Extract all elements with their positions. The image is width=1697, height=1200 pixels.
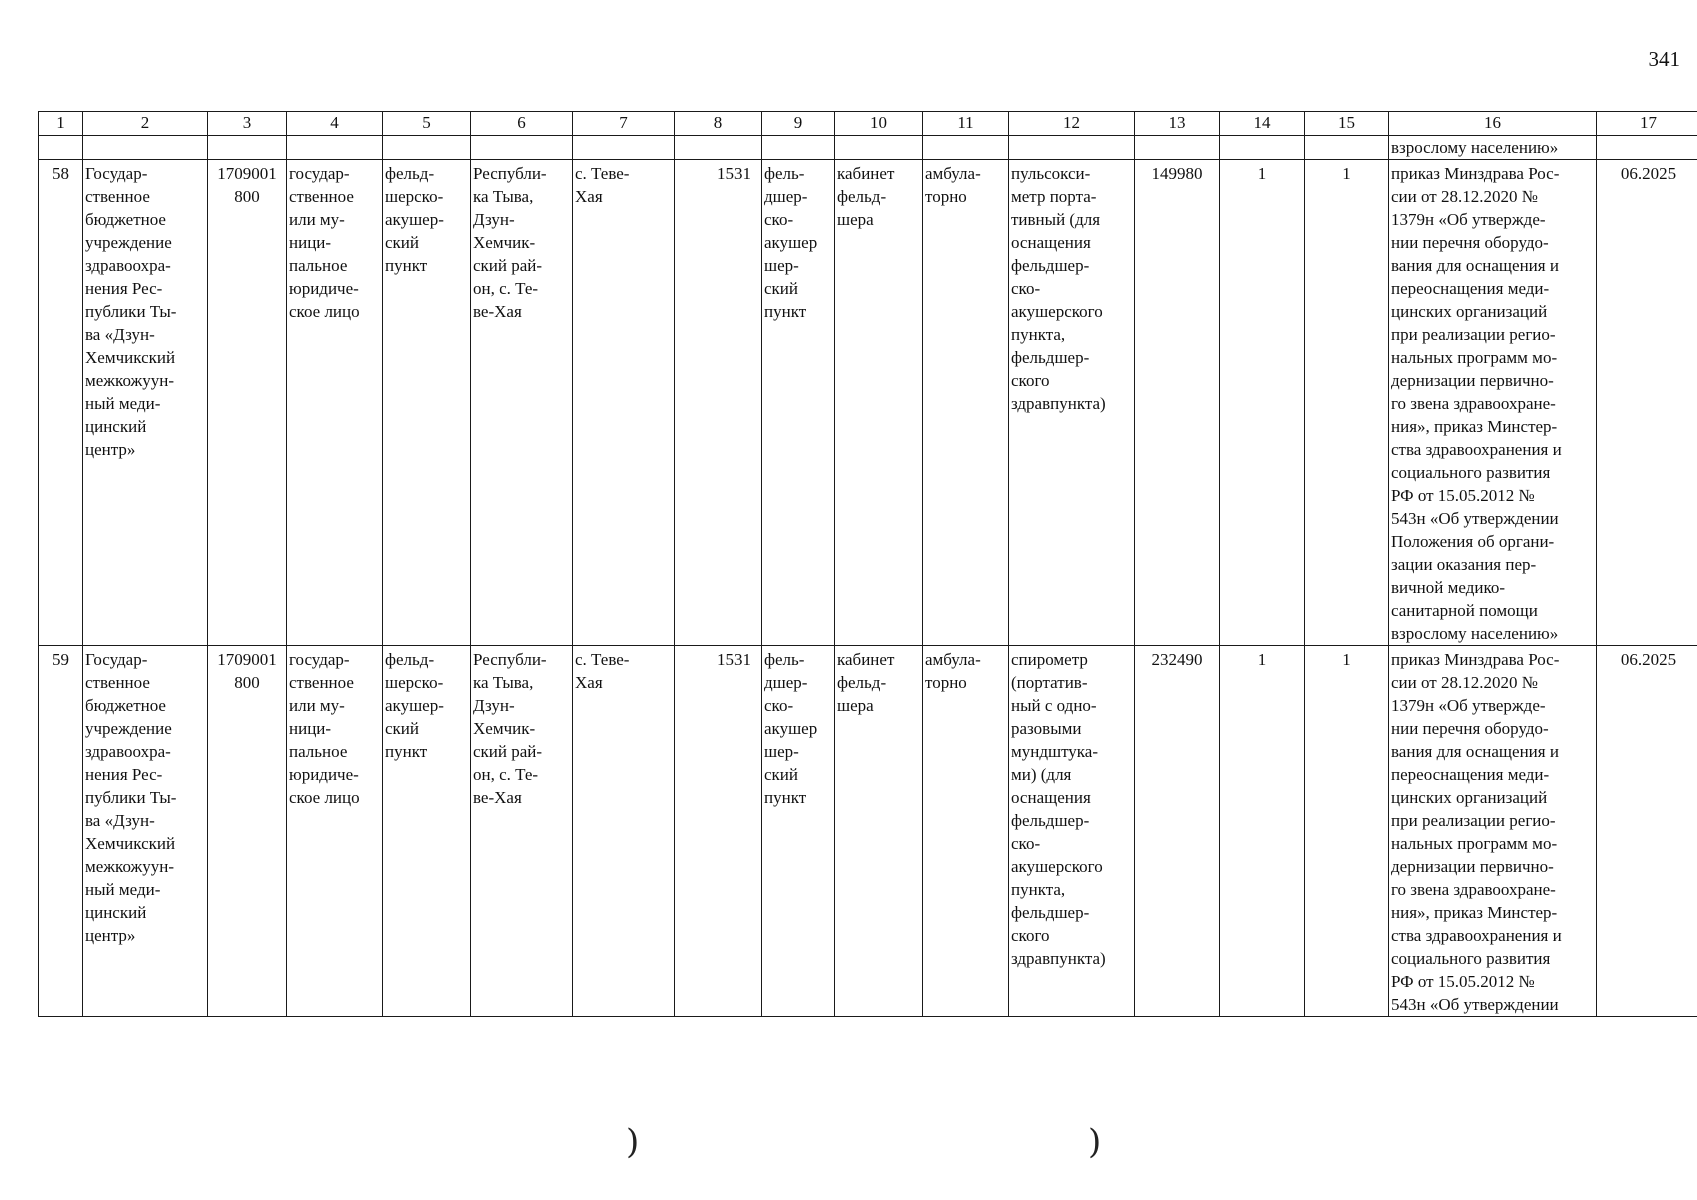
column-number: 5 <box>383 112 471 136</box>
column-number: 7 <box>573 112 675 136</box>
facility-type-cell: фельд- шерско- акушер- ский пункт <box>383 160 471 646</box>
care-form-cell: амбула- торно <box>923 160 1009 646</box>
unit-cell: фель- дшер- ско- акушер шер- ский пункт <box>762 160 835 646</box>
basis-cell: приказ Минздрава Рос- сии от 28.12.2020 № 1379н «Об утвержде- нии перечня оборудо- вания для оснащения и переоснащения меди- цинских организаций при реализации регио- нальных программ мо- дернизации первично- го звена здравоохране- ния», приказ Минстер- ства здравоохранения и социального развития РФ от 15.05.2012 № 543н «Об утверждении Положения об органи- зации оказания пер- вичной медико- санитарной помощи взрослому населению» <box>1389 160 1597 646</box>
continuation-basis-cell: взрослому населению» <box>1389 136 1597 160</box>
column-number-row <box>39 112 1697 136</box>
column-number: 14 <box>1220 112 1305 136</box>
org-form-cell: государ- ственное или му- ници- пальное юридиче- ское лицо <box>287 160 383 646</box>
date-cell: 06.2025 <box>1597 646 1697 1017</box>
equipment-cell: пульсокси- метр порта- тивный (для оснащения фельдшер- ско- акушерского пункта, фельдшер- ского здравпункта) <box>1009 160 1135 646</box>
population-cell: 1531 <box>675 160 762 646</box>
institution-cell: Государ- ственное бюджетное учреждение здравоохра- нения Рес- публики Ты- ва «Дзун- Хемчикский межкожуун- ный меди- цинский центр» <box>83 646 208 1017</box>
continuation-row <box>39 136 1697 160</box>
population-cell: 1531 <box>675 646 762 1017</box>
room-cell: кабинет фельд- шера <box>835 646 923 1017</box>
column-number: 6 <box>471 112 573 136</box>
column-number: 4 <box>287 112 383 136</box>
address-cell: Республи- ка Тыва, Дзун- Хемчик- ский рай- он, с. Те- ве-Хая <box>471 160 573 646</box>
date-cell: 06.2025 <box>1597 160 1697 646</box>
column-number: 12 <box>1009 112 1135 136</box>
equipment-register-table <box>38 111 1697 1017</box>
org-form-cell: государ- ственное или му- ници- пальное юридиче- ское лицо <box>287 646 383 1017</box>
column-number: 13 <box>1135 112 1220 136</box>
quantity-cell: 1 <box>1305 646 1389 1017</box>
column-number: 11 <box>923 112 1009 136</box>
column-number: 1 <box>39 112 83 136</box>
institution-cell: Государ- ственное бюджетное учреждение здравоохра- нения Рес- публики Ты- ва «Дзун- Хемчикский межкожуун- ный меди- цинский центр» <box>83 160 208 646</box>
column-number: 16 <box>1389 112 1597 136</box>
row-number: 58 <box>39 160 83 646</box>
settlement-cell: с. Теве- Хая <box>573 646 675 1017</box>
code-cell: 1709001 800 <box>208 646 287 1017</box>
column-number: 9 <box>762 112 835 136</box>
room-cell: кабинет фельд- шера <box>835 160 923 646</box>
quantity-cell: 1 <box>1305 160 1389 646</box>
settlement-cell: с. Теве- Хая <box>573 160 675 646</box>
price-cell: 232490 <box>1135 646 1220 1017</box>
column-number: 2 <box>83 112 208 136</box>
price-cell: 149980 <box>1135 160 1220 646</box>
page-number: 341 <box>1648 47 1680 71</box>
row-number: 59 <box>39 646 83 1017</box>
scan-mark: ) <box>626 1122 640 1162</box>
basis-cell: приказ Минздрава Рос- сии от 28.12.2020 № 1379н «Об утвержде- нии перечня оборудо- вания для оснащения и переоснащения меди- цинских организаций при реализации регио- нальных программ мо- дернизации первично- го звена здравоохране- ния», приказ Минстер- ства здравоохранения и социального развития РФ от 15.05.2012 № 543н «Об утверждении <box>1389 646 1597 1017</box>
table-row <box>39 160 1697 646</box>
scan-mark: ) <box>1088 1122 1102 1162</box>
address-cell: Республи- ка Тыва, Дзун- Хемчик- ский рай- он, с. Те- ве-Хая <box>471 646 573 1017</box>
table-row <box>39 646 1697 1017</box>
quantity-cell: 1 <box>1220 160 1305 646</box>
column-number: 17 <box>1597 112 1697 136</box>
column-number: 15 <box>1305 112 1389 136</box>
code-cell: 1709001 800 <box>208 160 287 646</box>
column-number: 3 <box>208 112 287 136</box>
column-number: 10 <box>835 112 923 136</box>
facility-type-cell: фельд- шерско- акушер- ский пункт <box>383 646 471 1017</box>
column-number: 8 <box>675 112 762 136</box>
quantity-cell: 1 <box>1220 646 1305 1017</box>
unit-cell: фель- дшер- ско- акушер шер- ский пункт <box>762 646 835 1017</box>
equipment-cell: спирометр (портатив- ный с одно- разовыми мундштука- ми) (для оснащения фельдшер- ско- акушерского пункта, фельдшер- ского здравпункта) <box>1009 646 1135 1017</box>
care-form-cell: амбула- торно <box>923 646 1009 1017</box>
